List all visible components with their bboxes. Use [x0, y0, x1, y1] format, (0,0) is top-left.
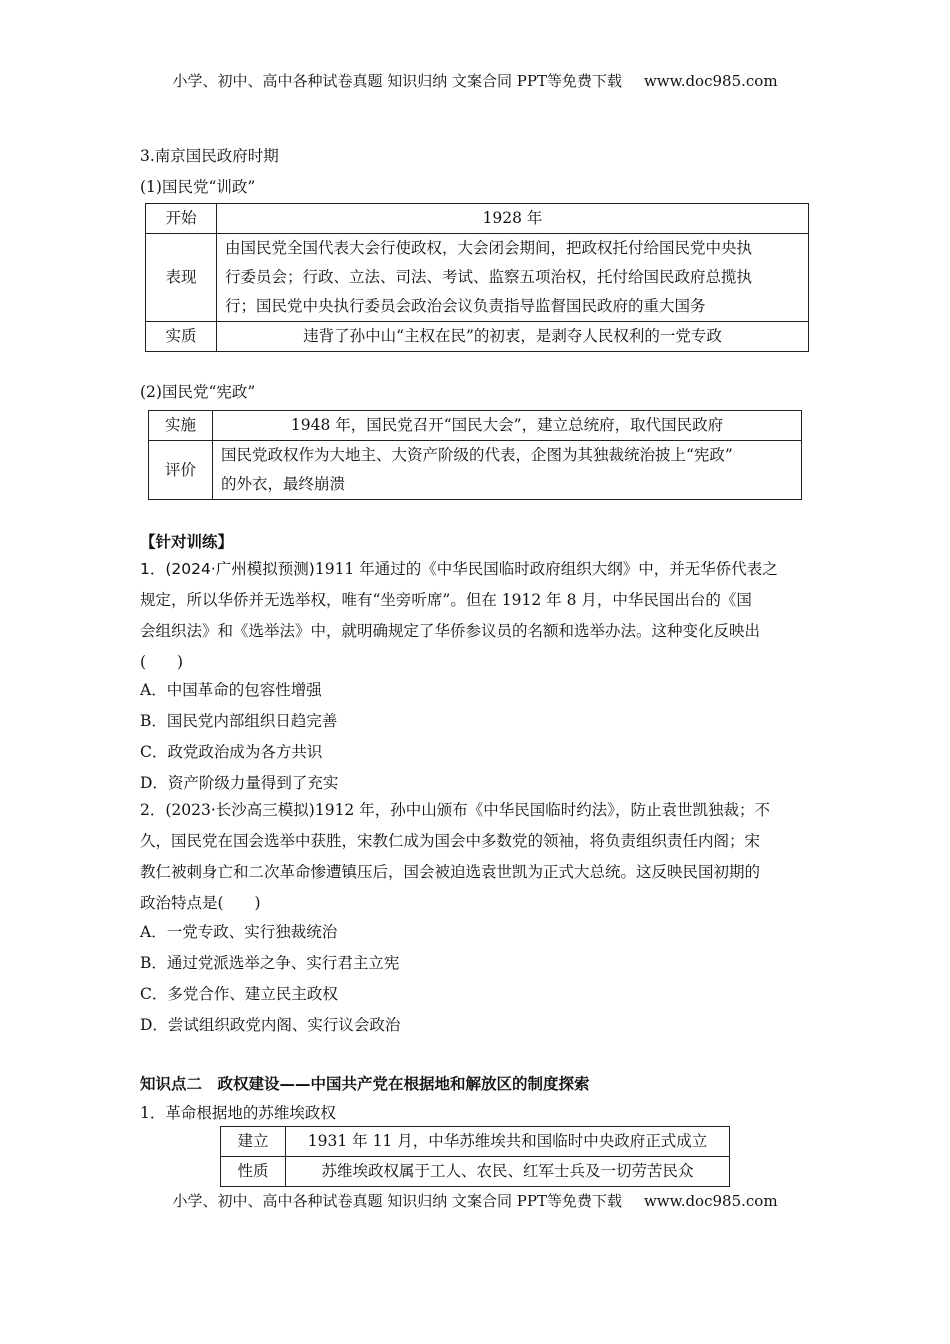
table-row [146, 322, 809, 352]
table-row [146, 204, 809, 234]
question-line: 政治特点是( ) [140, 894, 261, 912]
question-source: 1．(2024·广州模拟预测) [140, 560, 315, 578]
question-text: 1912 年，孙中山颁布《中华民国临时约法》，防止袁世凯独裁；不 [314, 801, 770, 819]
row-key: 评价 [149, 441, 213, 500]
option-b[interactable]: B．国民党内部组织日趋完善 [140, 712, 338, 730]
table-row [149, 411, 802, 441]
question-line: 会组织法》和《选举法》中，就明确规定了华侨参议员的名额和选举办法。这种变化反映出 [140, 622, 761, 640]
question-line: 久，国民党在国会选举中获胜，宋教仁成为国会中多数党的领袖，将负责组织责任内阁；宋 [140, 832, 761, 850]
row-value: 1931 年 11 月，中华苏维埃共和国临时中央政府正式成立 [286, 1127, 730, 1157]
question-text: 1911 年通过的《中华民国临时政府组织大纲》中，并无华侨代表之 [314, 560, 778, 578]
table-row [146, 234, 809, 322]
footer-url[interactable]: www.doc985.com [643, 1192, 778, 1210]
section-title: 3.南京国民政府时期 [140, 147, 279, 165]
table-row [221, 1127, 730, 1157]
header-url[interactable]: www.doc985.com [643, 72, 778, 90]
option-c[interactable]: C．政党政治成为各方共识 [140, 743, 323, 761]
row-value: 1928 年 [217, 204, 809, 234]
option-d[interactable]: D．尝试组织政党内阁、实行议会政治 [140, 1016, 401, 1034]
row-value-line: 由国民党全国代表大会行使政权，大会闭会期间，把政权托付给国民党中央执 [225, 239, 753, 257]
row-value [217, 234, 809, 322]
row-key: 实质 [146, 322, 217, 352]
table-row [149, 441, 802, 500]
question-2 [140, 795, 812, 919]
page-footer [0, 1190, 950, 1211]
row-value-line: 的外衣，最终崩溃 [221, 475, 346, 493]
knowledge-heading: 知识点二 政权建设——中国共产党在根据地和解放区的制度探索 [140, 1075, 590, 1093]
page-header [0, 70, 950, 91]
row-value: 苏维埃政权属于工人、农民、红军士兵及一切劳苦民众 [286, 1157, 730, 1187]
option-a[interactable]: A．中国革命的包容性增强 [140, 681, 322, 699]
subsection-title: (2)国民党“宪政” [140, 383, 256, 401]
option-a[interactable]: A．一党专政、实行独裁统治 [140, 923, 338, 941]
option-c[interactable]: C．多党合作、建立民主政权 [140, 985, 338, 1003]
row-value: 1948 年，国民党召开“国民大会”，建立总统府，取代国民政府 [213, 411, 802, 441]
tutelage-table [145, 203, 809, 352]
question-line: 教仁被刺身亡和二次革命惨遭镇压后，国会被迫选袁世凯为正式大总统。这反映民国初期的 [140, 863, 761, 881]
option-d[interactable]: D．资产阶级力量得到了充实 [140, 774, 339, 792]
header-text: 小学、初中、高中各种试卷真题 知识归纳 文案合同 PPT等免费下载 [172, 72, 622, 90]
question-line: ( ) [140, 653, 184, 671]
question-line: 规定，所以华侨并无选举权，唯有“坐旁听席”。但在 1912 年 8 月，中华民国出台的《国 [140, 591, 752, 609]
footer-text: 小学、初中、高中各种试卷真题 知识归纳 文案合同 PPT等免费下载 [172, 1192, 622, 1210]
row-value: 违背了孙中山“主权在民”的初衷，是剥夺人民权利的一党专政 [217, 322, 809, 352]
question-1 [140, 554, 812, 678]
subsection-title: 1．革命根据地的苏维埃政权 [140, 1104, 336, 1122]
row-key: 实施 [149, 411, 213, 441]
training-heading: 【针对训练】 [140, 533, 234, 551]
question-line [140, 795, 812, 826]
subsection-title: (1)国民党“训政” [140, 178, 256, 196]
row-key: 开始 [146, 204, 217, 234]
row-value [213, 441, 802, 500]
row-key: 性质 [221, 1157, 286, 1187]
constitution-table [148, 410, 802, 500]
question-line [140, 554, 812, 585]
row-value-line: 行委员会；行政、立法、司法、考试、监察五项治权，托付给国民政府总揽执 [225, 268, 753, 286]
row-key: 建立 [221, 1127, 286, 1157]
row-value-line: 国民党政权作为大地主、大资产阶级的代表，企图为其独裁统治披上“宪政” [221, 446, 733, 464]
option-b[interactable]: B．通过党派选举之争、实行君主立宪 [140, 954, 400, 972]
soviet-table [220, 1126, 730, 1187]
question-source: 2．(2023·长沙高三模拟) [140, 801, 315, 819]
table-row [221, 1157, 730, 1187]
row-value-line: 行；国民党中央执行委员会政治会议负责指导监督国民政府的重大国务 [225, 297, 706, 315]
row-key: 表现 [146, 234, 217, 322]
